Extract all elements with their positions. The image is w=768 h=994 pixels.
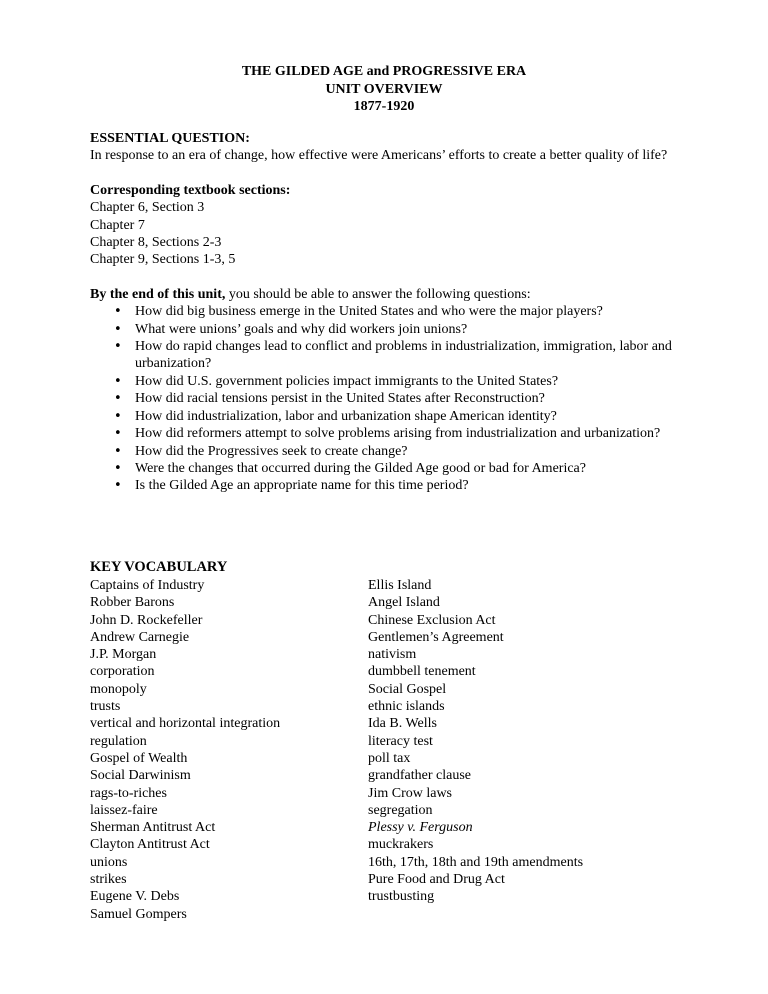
vocab-term: dumbbell tenement (368, 664, 476, 680)
vocab-term: Gentlemen’s Agreement (368, 629, 504, 645)
textbook-section: Chapter 7 (90, 217, 145, 233)
document-years: 1877-1920 (353, 99, 415, 114)
vocab-term: vertical and horizontal integration (90, 716, 281, 732)
textbook-heading: Corresponding textbook sections: (90, 182, 291, 198)
vocab-term: corporation (90, 664, 155, 680)
question-item: • What were unions’ goals and why did workers join unions? (90, 321, 680, 338)
vocab-term: Angel Island (368, 595, 440, 611)
vocab-term: Social Darwinism (90, 768, 191, 784)
vocab-term: Ellis Island (368, 578, 432, 593)
vocab-column-left (90, 577, 280, 923)
vocab-column-right (368, 577, 583, 906)
unit-lead-bold: By the end of this unit, (90, 286, 226, 302)
vocab-term: laissez-faire (90, 802, 158, 818)
vocab-term: Clayton Antitrust Act (90, 837, 210, 853)
vocab-term: grandfather clause (368, 768, 471, 784)
vocab-term: J.P. Morgan (90, 647, 157, 663)
vocab-term: muckrakers (368, 837, 434, 853)
question-item: • How did big business emerge in the United States and who were the major players? (90, 303, 680, 320)
document-body (90, 130, 680, 495)
vocab-term: Social Gospel (368, 681, 447, 697)
vocab-term: Jim Crow laws (368, 785, 452, 801)
vocab-term: Plessy v. Ferguson (368, 820, 473, 836)
vocab-term: Samuel Gompers (90, 906, 187, 922)
vocab-term: Pure Food and Drug Act (368, 872, 505, 888)
vocab-term: Gospel of Wealth (90, 750, 188, 766)
vocab-term: Sherman Antitrust Act (90, 820, 216, 836)
textbook-section: Chapter 9, Sections 1-3, 5 (90, 252, 236, 268)
vocab-term: trusts (90, 699, 121, 715)
vocab-term: regulation (90, 733, 147, 749)
vocab-term: Eugene V. Debs (90, 889, 180, 905)
question-list (90, 303, 680, 494)
question-item: • Is the Gilded Age an appropriate name for this time period? (90, 477, 680, 494)
question-item: • How did industrialization, labor and urbanization shape American identity? (90, 408, 680, 425)
textbook-section: Chapter 8, Sections 2-3 (90, 235, 222, 251)
essential-question-text: In response to an era of change, how effective were Americans’ efforts to create a better quality of life? (90, 148, 668, 164)
question-item: • How did the Progressives seek to create change? (90, 443, 680, 460)
vocab-term: segregation (368, 802, 433, 818)
vocab-term: Robber Barons (90, 595, 175, 611)
vocab-term: John D. Rockefeller (90, 612, 203, 628)
vocab-term: strikes (90, 872, 127, 888)
vocab-term: rags-to-riches (90, 785, 167, 801)
document-header (0, 63, 768, 116)
textbook-section: Chapter 6, Section 3 (90, 200, 205, 216)
question-item: • How did racial tensions persist in the United States after Reconstruction? (90, 390, 680, 407)
vocab-term: poll tax (368, 750, 411, 766)
essential-question-heading: ESSENTIAL QUESTION: (90, 131, 250, 146)
vocab-term: monopoly (90, 681, 147, 697)
vocab-term: Captains of Industry (90, 578, 205, 593)
question-item: • Were the changes that occurred during the Gilded Age good or bad for America? (90, 460, 680, 477)
question-item: • How did U.S. government policies impact immigrants to the United States? (90, 373, 680, 390)
vocab-term: unions (90, 854, 128, 870)
vocab-term: Ida B. Wells (368, 716, 437, 732)
question-item: • How do rapid changes lead to conflict and problems in industrialization, immigration, labor and urbanization? (90, 338, 680, 373)
question-item: • How did reformers attempt to solve problems arising from industrialization and urbanization? (90, 425, 680, 442)
vocab-term: Andrew Carnegie (90, 629, 190, 645)
vocab-term: nativism (368, 647, 417, 663)
vocab-term: 16th, 17th, 18th and 19th amendments (368, 854, 584, 870)
unit-lead-rest: you should be able to answer the following questions: (225, 286, 531, 302)
unit-lead (90, 286, 680, 303)
document-subtitle: UNIT OVERVIEW (325, 81, 443, 97)
vocab-term: ethnic islands (368, 699, 445, 715)
document-title: THE GILDED AGE and PROGRESSIVE ERA (241, 64, 527, 79)
vocab-heading: KEY VOCABULARY (90, 559, 228, 575)
vocab-term: literacy test (368, 733, 433, 749)
vocab-term: Chinese Exclusion Act (368, 612, 496, 628)
vocab-term: trustbusting (368, 889, 435, 905)
